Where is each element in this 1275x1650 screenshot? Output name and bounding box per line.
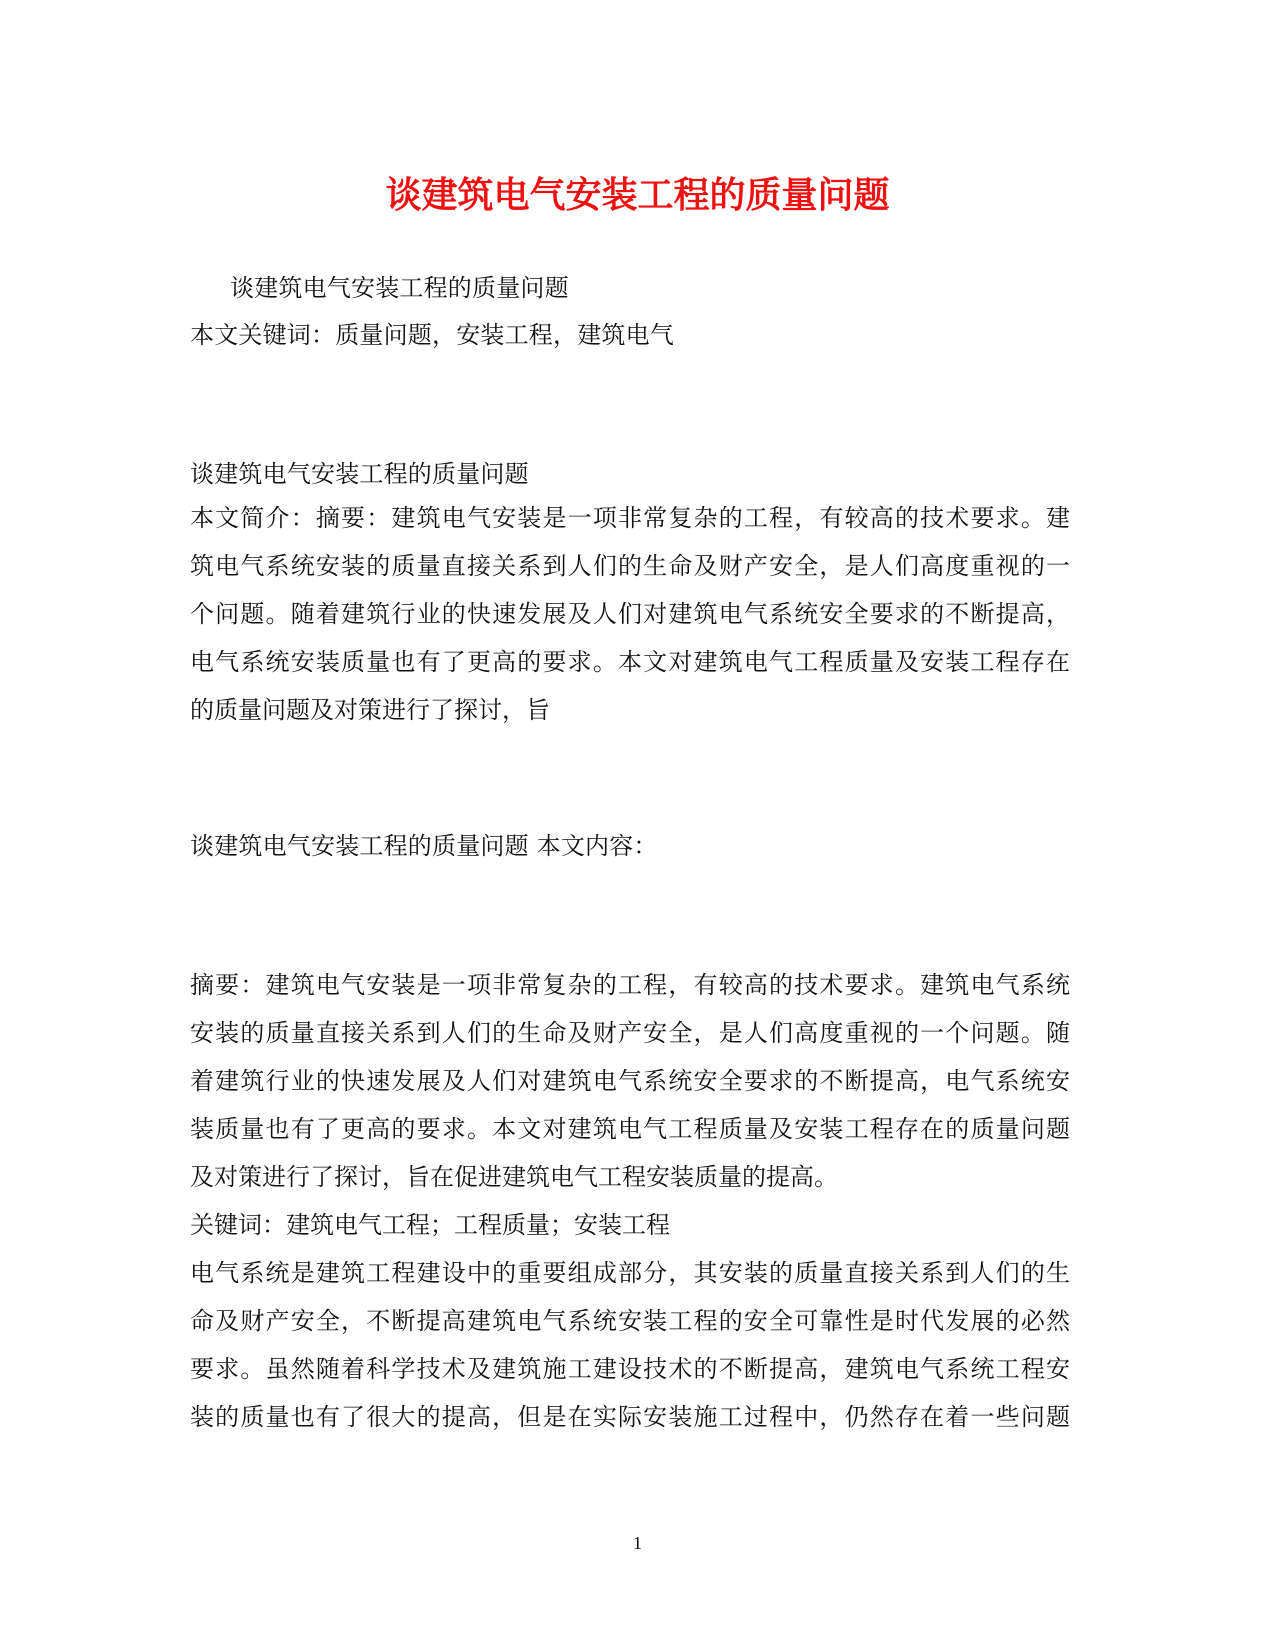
page-number: 1 xyxy=(633,1533,642,1553)
intro-line: 本文简介：摘要：建筑电气安装是一项非常复杂的工程，有较高的技术要求。建 xyxy=(190,504,1070,532)
content-heading: 谈建筑电气安装工程的质量问题 本文内容： xyxy=(190,832,658,860)
body-keywords-line: 关键词：建筑电气工程；工程质量；安装工程 xyxy=(190,1211,670,1239)
body-line: 着建筑行业的快速发展及人们对建筑电气系统安全要求的不断提高，电气系统安 xyxy=(190,1067,1070,1095)
intro-line: 电气系统安装质量也有了更高的要求。本文对建筑电气工程质量及安装工程存在 xyxy=(190,648,1070,676)
intro-line: 筑电气系统安装的质量直接关系到人们的生命及财产安全，是人们高度重视的一 xyxy=(190,552,1070,580)
intro-line: 的质量问题及对策进行了探讨，旨 xyxy=(190,696,550,724)
intro-line: 个问题。随着建筑行业的快速发展及人们对建筑电气系统安全要求的不断提高， xyxy=(190,600,1070,628)
body-line: 电气系统是建筑工程建设中的重要组成部分，其安装的质量直接关系到人们的生 xyxy=(190,1259,1070,1287)
document-title: 谈建筑电气安装工程的质量问题 xyxy=(385,174,890,216)
body-line: 装的质量也有了很大的提高，但是在实际安装施工过程中，仍然存在着一些问题 xyxy=(190,1403,1070,1431)
body-line: 命及财产安全，不断提高建筑电气系统安装工程的安全可靠性是时代发展的必然 xyxy=(190,1307,1070,1335)
keywords-line: 本文关键词：质量问题，安装工程，建筑电气 xyxy=(190,321,674,349)
body-line: 装质量也有了更高的要求。本文对建筑电气工程质量及安装工程存在的质量问题 xyxy=(190,1115,1070,1143)
header-indented-title: 谈建筑电气安装工程的质量问题 xyxy=(230,274,569,302)
body-line: 安装的质量直接关系到人们的生命及财产安全，是人们高度重视的一个问题。随 xyxy=(190,1019,1070,1047)
body-line: 及对策进行了探讨，旨在促进建筑电气工程安装质量的提高。 xyxy=(190,1163,838,1191)
body-paragraph-abstract xyxy=(190,961,1070,1441)
body-line: 要求。虽然随着科学技术及建筑施工建设技术的不断提高，建筑电气系统工程安 xyxy=(190,1355,1070,1383)
intro-paragraph xyxy=(190,494,1070,734)
body-line: 摘要：建筑电气安装是一项非常复杂的工程，有较高的技术要求。建筑电气系统 xyxy=(190,971,1070,999)
intro-title-line: 谈建筑电气安装工程的质量问题 xyxy=(190,460,529,488)
